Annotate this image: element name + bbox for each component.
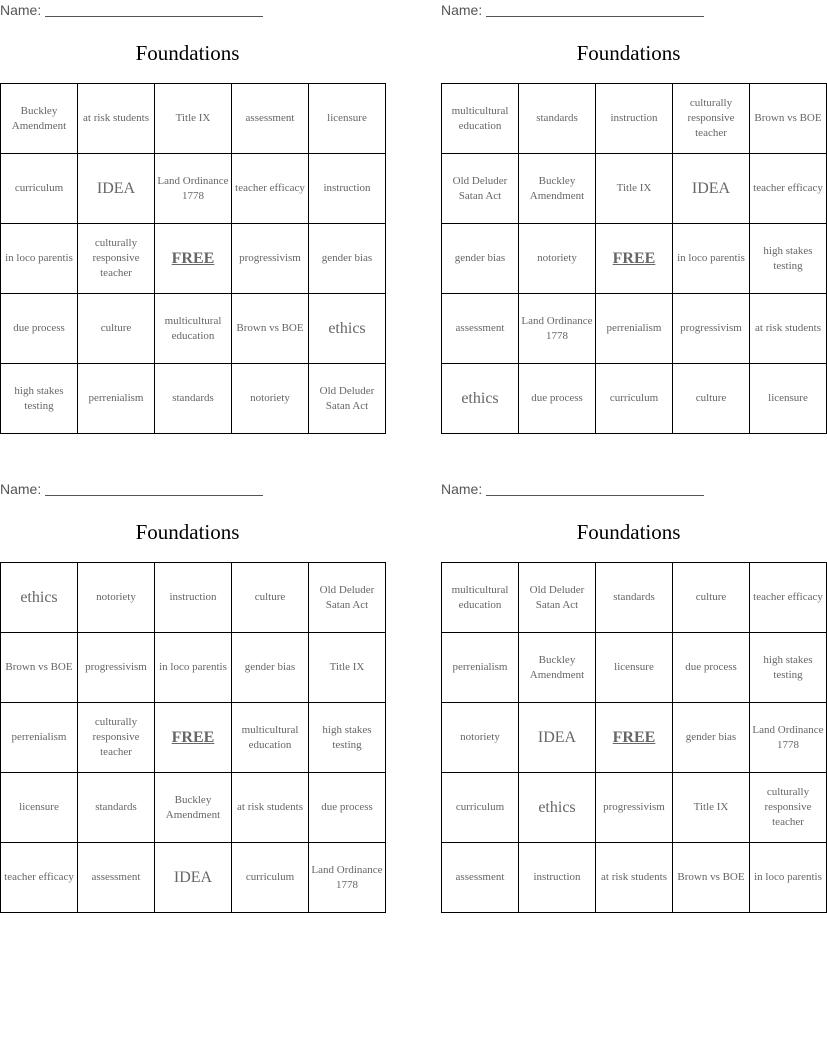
bingo-cell: IDEA [155,843,232,913]
bingo-cell: teacher efficacy [1,843,78,913]
bingo-cell: high stakes testing [750,224,827,294]
name-field [441,2,704,18]
bingo-cell: culturally responsive teacher [78,703,155,773]
bingo-cell: notoriety [232,364,309,434]
bingo-cell: Buckley Amendment [1,84,78,154]
grid-row [1,563,386,633]
bingo-cell: perrenialism [78,364,155,434]
bingo-cell: Old Deluder Satan Act [519,563,596,633]
bingo-cell: standards [596,563,673,633]
bingo-cell: instruction [596,84,673,154]
bingo-cell: notoriety [519,224,596,294]
grid-row [1,773,386,843]
bingo-cell: Buckley Amendment [519,154,596,224]
bingo-cell: instruction [519,843,596,913]
bingo-cell: in loco parentis [750,843,827,913]
bingo-cell: Brown vs BOE [750,84,827,154]
bingo-cell: standards [78,773,155,843]
bingo-cell: standards [155,364,232,434]
bingo-cell: progressivism [596,773,673,843]
bingo-cell: Brown vs BOE [673,843,750,913]
free-space-cell: FREE [596,703,673,773]
grid-row [1,843,386,913]
bingo-cell: high stakes testing [750,633,827,703]
bingo-cell: culture [673,364,750,434]
bingo-cell: licensure [750,364,827,434]
bingo-cell: ethics [1,563,78,633]
bingo-cell: multicultural education [155,294,232,364]
card-title: Foundations [576,520,681,544]
grid-row [1,633,386,703]
bingo-cell: Old Deluder Satan Act [309,563,386,633]
bingo-cell: ethics [309,294,386,364]
free-space-cell: FREE [155,703,232,773]
bingo-cell: standards [519,84,596,154]
grid-row [442,703,827,773]
bingo-cell: due process [673,633,750,703]
name-blank-line [45,494,263,496]
bingo-cell: ethics [519,773,596,843]
bingo-cell: ethics [442,364,519,434]
grid-row [1,294,386,364]
bingo-cell: at risk students [78,84,155,154]
bingo-cell: licensure [1,773,78,843]
bingo-cell: gender bias [673,703,750,773]
bingo-cell: Title IX [596,154,673,224]
bingo-cell: progressivism [673,294,750,364]
bingo-cell: IDEA [519,703,596,773]
bingo-cell: IDEA [673,154,750,224]
bingo-cell: progressivism [232,224,309,294]
bingo-cell: culturally responsive teacher [750,773,827,843]
bingo-cell: instruction [155,563,232,633]
grid-row [1,154,386,224]
name-label: Name: [441,2,483,18]
bingo-card-3 [0,479,383,919]
bingo-cell: at risk students [750,294,827,364]
free-space-cell: FREE [596,224,673,294]
name-field [441,481,704,497]
bingo-cell: curriculum [442,773,519,843]
bingo-cell: teacher efficacy [750,154,827,224]
bingo-cell: instruction [309,154,386,224]
bingo-cell: notoriety [442,703,519,773]
bingo-cell: high stakes testing [309,703,386,773]
bingo-cell: culture [78,294,155,364]
bingo-cell: curriculum [1,154,78,224]
name-field [0,2,263,18]
card-title: Foundations [135,520,240,544]
bingo-cell: Land Ordinance 1778 [155,154,232,224]
bingo-cell: licensure [596,633,673,703]
bingo-cell: Brown vs BOE [1,633,78,703]
name-field [0,481,263,497]
bingo-cell: culturally responsive teacher [673,84,750,154]
bingo-cell: multicultural education [232,703,309,773]
bingo-cell: due process [1,294,78,364]
bingo-cell: culture [673,563,750,633]
name-label: Name: [0,481,42,497]
bingo-cell: perrenialism [442,633,519,703]
grid-row [442,364,827,434]
bingo-grid [441,562,827,913]
free-space-cell: FREE [155,224,232,294]
bingo-cell: licensure [309,84,386,154]
grid-row [1,364,386,434]
bingo-cell: gender bias [442,224,519,294]
bingo-cell: high stakes testing [1,364,78,434]
grid-row [442,154,827,224]
grid-row [442,224,827,294]
bingo-cell: perrenialism [596,294,673,364]
bingo-cell: gender bias [232,633,309,703]
bingo-card-1 [0,0,375,440]
bingo-cell: Brown vs BOE [232,294,309,364]
bingo-card-2 [441,0,823,440]
bingo-cell: at risk students [596,843,673,913]
bingo-cell: in loco parentis [1,224,78,294]
bingo-cell: curriculum [232,843,309,913]
bingo-cell: IDEA [78,154,155,224]
grid-row [442,84,827,154]
bingo-cell: culture [232,563,309,633]
bingo-grid [0,83,386,434]
bingo-card-4 [441,479,824,919]
bingo-cell: culturally responsive teacher [78,224,155,294]
bingo-cell: multicultural education [442,84,519,154]
bingo-cell: teacher efficacy [750,563,827,633]
bingo-cell: at risk students [232,773,309,843]
grid-row [1,703,386,773]
bingo-grid [0,562,386,913]
grid-row [442,773,827,843]
name-blank-line [486,494,704,496]
bingo-cell: perrenialism [1,703,78,773]
bingo-grid [441,83,827,434]
bingo-cell: Title IX [309,633,386,703]
name-label: Name: [0,2,42,18]
bingo-cell: Title IX [673,773,750,843]
bingo-cell: in loco parentis [673,224,750,294]
bingo-cell: gender bias [309,224,386,294]
name-blank-line [486,15,704,17]
bingo-cell: Land Ordinance 1778 [519,294,596,364]
bingo-cell: notoriety [78,563,155,633]
bingo-cell: assessment [78,843,155,913]
name-label: Name: [441,481,483,497]
bingo-cell: assessment [442,294,519,364]
grid-row [1,84,386,154]
bingo-cell: teacher efficacy [232,154,309,224]
card-title: Foundations [576,41,681,65]
bingo-cell: Land Ordinance 1778 [309,843,386,913]
grid-row [442,294,827,364]
bingo-cell: in loco parentis [155,633,232,703]
name-blank-line [45,15,263,17]
bingo-cell: Land Ordinance 1778 [750,703,827,773]
bingo-cell: Buckley Amendment [519,633,596,703]
bingo-cell: Buckley Amendment [155,773,232,843]
bingo-cell: assessment [442,843,519,913]
bingo-cell: Old Deluder Satan Act [309,364,386,434]
grid-row [442,843,827,913]
bingo-cell: curriculum [596,364,673,434]
grid-row [442,563,827,633]
bingo-cell: multicultural education [442,563,519,633]
bingo-cell: progressivism [78,633,155,703]
grid-row [1,224,386,294]
bingo-cell: assessment [232,84,309,154]
bingo-cell: due process [309,773,386,843]
grid-row [442,633,827,703]
bingo-cell: Title IX [155,84,232,154]
bingo-cell: Old Deluder Satan Act [442,154,519,224]
card-title: Foundations [135,41,240,65]
bingo-cell: due process [519,364,596,434]
